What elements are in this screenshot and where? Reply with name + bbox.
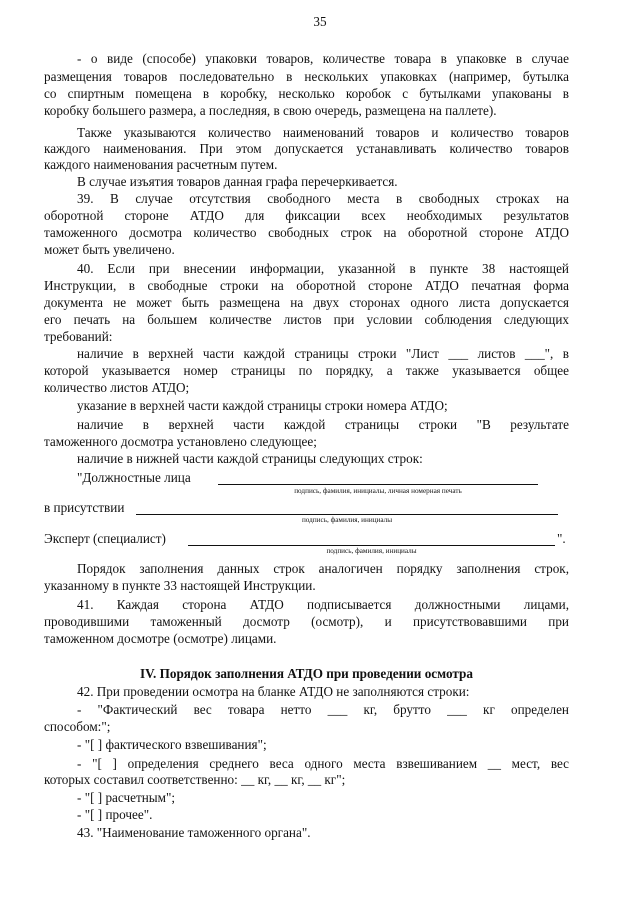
item-40-line-4: его печать на большем количестве листов при условии соблюдения следующих xyxy=(44,312,569,327)
requirement-4: наличие в нижней части каждой страницы следующих строк: xyxy=(77,451,423,466)
item-39-line-4: может быть увеличено. xyxy=(44,242,175,257)
expert-label: Эксперт (специалист) xyxy=(44,531,166,546)
requirement-2: указание в верхней части каждой страницы строки номера АТДО; xyxy=(77,398,448,413)
quantity-line-1: Также указываются количество наименований товаров и количество товаров xyxy=(77,125,569,140)
requirement-1-line-3: количество листов АТДО; xyxy=(44,380,190,395)
officials-label: "Должностные лица xyxy=(77,470,191,485)
item-39-line-1: 39. В случае отсутствия свободного места в свободных строках на xyxy=(77,191,569,206)
quantity-line-2: каждого наименования. При этом допускается устанавливать количество товаров xyxy=(44,141,569,156)
packaging-line-3: со спиртным помещена в коробку, несколько коробок с бутылками упакованы в xyxy=(44,86,569,101)
item-39-line-2: оборотной стороне АТДО для фиксации всех необходимых результатов xyxy=(44,208,569,223)
page-number: 35 xyxy=(313,14,327,29)
officials-caption: подпись, фамилия, инициалы, личная номерная печать xyxy=(294,487,462,495)
item-42: 42. При проведении осмотра на бланке АТДО не заполняются строки: xyxy=(77,684,470,699)
item-40-line-5: требований: xyxy=(44,329,113,344)
presence-caption: подпись, фамилия, инициалы xyxy=(301,516,393,524)
excluded-line-2: - "[ ] фактического взвешивания"; xyxy=(77,737,267,752)
item-39-line-3: таможенного досмотра количество свободных строк на оборотной стороне АТДО xyxy=(44,225,569,240)
expert-caption: подпись, фамилия, инициалы xyxy=(326,547,417,555)
officials-signature-line xyxy=(218,484,538,485)
excluded-line-3b: которых составил соответственно: __ кг, __ кг, __ кг"; xyxy=(44,772,346,787)
order-line-2: указанному в пункте 33 настоящей Инструкции. xyxy=(44,578,316,593)
packaging-line-2: размещения товаров последовательно в нескольких упаковках (например, бутылка xyxy=(44,69,569,84)
presence-signature-line xyxy=(136,514,558,515)
excluded-line-3a: - "[ ] определения среднего веса одного места взвешиванием __ мест, вес xyxy=(77,756,569,771)
expert-signature-line xyxy=(188,545,555,546)
item-40-line-1: 40. Если при внесении информации, указанной в пункте 38 настоящей xyxy=(77,261,569,276)
item-40-line-3: документа не может быть размещена на двух сторонах одного листа допускается xyxy=(44,295,569,310)
expert-closing-quote: ". xyxy=(557,531,566,546)
requirement-3-line-1: наличие в верхней части каждой страницы строки "В результате xyxy=(77,417,569,432)
requirement-1-line-1: наличие в верхней части каждой страницы строки "Лист ___ листов ___", в xyxy=(77,346,569,361)
item-41-line-3: таможенном досмотре (осмотре) лицами. xyxy=(44,631,277,646)
excluded-line-1a: - "Фактический вес товара нетто ___ кг, брутто ___ кг определен xyxy=(77,702,569,717)
excluded-line-1b: способом:"; xyxy=(44,719,111,734)
requirement-3-line-2: таможенного досмотра установлено следующее; xyxy=(44,434,317,449)
presence-label: в присутствии xyxy=(44,500,125,515)
seizure-note: В случае изъятия товаров данная графа перечеркивается. xyxy=(77,174,398,189)
requirement-1-line-2: которой указывается номер страницы по порядку, а также указывается общее xyxy=(44,363,569,378)
section-title: IV. Порядок заполнения АТДО при проведении осмотра xyxy=(140,666,473,681)
item-40-line-2: Инструкции, в свободные строки на оборотной стороне АТДО печатная форма xyxy=(44,278,569,293)
item-41-line-1: 41. Каждая сторона АТДО подписывается должностными лицами, xyxy=(77,597,569,612)
order-line-1: Порядок заполнения данных строк аналогичен порядку заполнения строк, xyxy=(77,561,569,576)
excluded-line-5: - "[ ] прочее". xyxy=(77,807,153,822)
packaging-line-4: коробку большего размера, а последняя, в свою очередь, размещена на паллете). xyxy=(44,103,497,118)
excluded-line-4: - "[ ] расчетным"; xyxy=(77,790,176,805)
quantity-line-3: каждого наименования расчетным путем. xyxy=(44,157,278,172)
item-41-line-2: проводившими таможенный досмотр (осмотр), и присутствовавшими при xyxy=(44,614,569,629)
item-43: 43. "Наименование таможенного органа". xyxy=(77,825,311,840)
packaging-line-1: - о виде (способе) упаковки товаров, количестве товара в упаковке в случае xyxy=(77,51,569,66)
